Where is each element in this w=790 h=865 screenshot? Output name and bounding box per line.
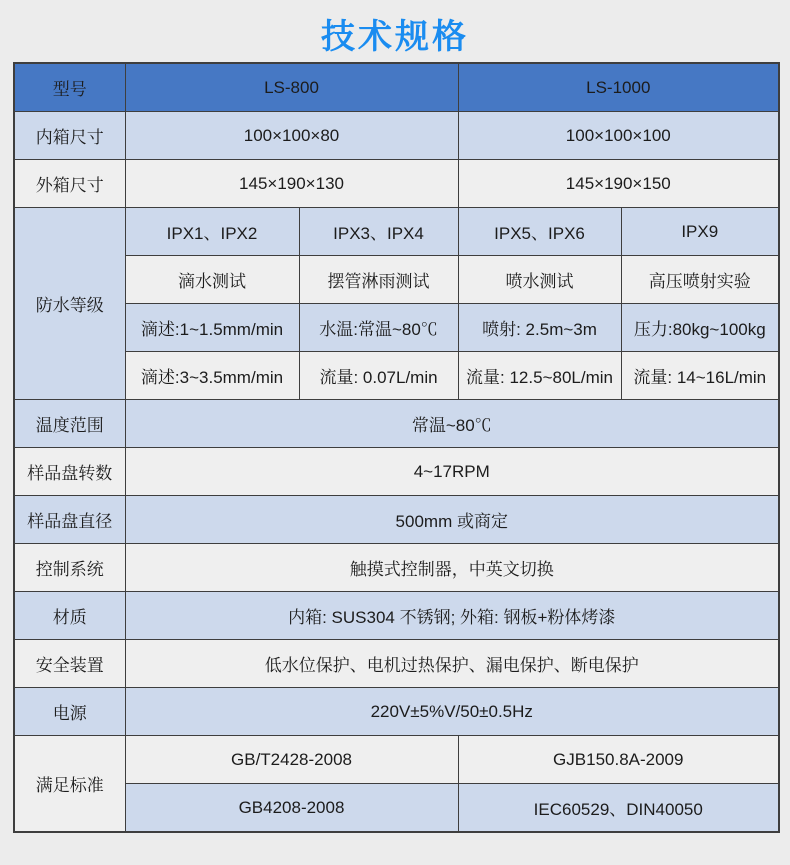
waterproof-test-cell: 高压喷射实验: [621, 256, 779, 304]
table-row-standards-1: [14, 736, 779, 784]
row-label-waterproof: 防水等级: [14, 208, 125, 400]
row-label-power: 电源: [14, 688, 125, 736]
standard-cell: GB/T2428-2008: [125, 736, 458, 784]
safety-value: 低水位保护、电机过热保护、漏电保护、断电保护: [125, 640, 779, 688]
specs-table: [13, 62, 780, 833]
table-row-temp-range: [14, 400, 779, 448]
inner-size-ls1000: 100×100×100: [458, 112, 779, 160]
row-label-safety: 安全装置: [14, 640, 125, 688]
waterproof-test-cell: 滴水测试: [125, 256, 299, 304]
waterproof-grade-cell: IPX1、IPX2: [125, 208, 299, 256]
table-row-model: [14, 63, 779, 112]
outer-size-ls1000: 145×190×150: [458, 160, 779, 208]
table-row-inner-size: [14, 112, 779, 160]
standard-cell: GB4208-2008: [125, 784, 458, 833]
standard-cell: GJB150.8A-2009: [458, 736, 779, 784]
tray-speed-value: 4~17RPM: [125, 448, 779, 496]
row-label-tray-diameter: 样品盘直径: [14, 496, 125, 544]
row-label-control-system: 控制系统: [14, 544, 125, 592]
row-label-standards: 满足标准: [14, 736, 125, 833]
waterproof-param-cell: 水温:常温~80℃: [299, 304, 458, 352]
row-label-model: 型号: [14, 63, 125, 112]
waterproof-grade-cell: IPX5、IPX6: [458, 208, 621, 256]
waterproof-param-cell: 流量: 14~16L/min: [621, 352, 779, 400]
table-row-waterproof-grades: [14, 208, 779, 256]
waterproof-param-cell: 流量: 12.5~80L/min: [458, 352, 621, 400]
power-value: 220V±5%V/50±0.5Hz: [125, 688, 779, 736]
row-label-temp-range: 温度范围: [14, 400, 125, 448]
tray-diameter-value: 500mm 或商定: [125, 496, 779, 544]
table-row-waterproof-params1: [14, 304, 779, 352]
table-row-control-system: [14, 544, 779, 592]
waterproof-test-cell: 摆管淋雨测试: [299, 256, 458, 304]
table-row-waterproof-params2: [14, 352, 779, 400]
table-row-power: [14, 688, 779, 736]
table-row-waterproof-tests: [14, 256, 779, 304]
table-row-tray-diameter: [14, 496, 779, 544]
waterproof-param-cell: 流量: 0.07L/min: [299, 352, 458, 400]
waterproof-param-cell: 压力:80kg~100kg: [621, 304, 779, 352]
model-ls800-cell: LS-800: [125, 63, 458, 112]
waterproof-param-cell: 滴述:3~3.5mm/min: [125, 352, 299, 400]
row-label-inner-size: 内箱尺寸: [14, 112, 125, 160]
waterproof-grade-cell: IPX9: [621, 208, 779, 256]
row-label-tray-speed: 样品盘转数: [14, 448, 125, 496]
outer-size-ls800: 145×190×130: [125, 160, 458, 208]
waterproof-test-cell: 喷水测试: [458, 256, 621, 304]
table-row-tray-speed: [14, 448, 779, 496]
waterproof-param-cell: 滴述:1~1.5mm/min: [125, 304, 299, 352]
temp-range-value: 常温~80℃: [125, 400, 779, 448]
table-row-outer-size: [14, 160, 779, 208]
model-ls1000-cell: LS-1000: [458, 63, 779, 112]
page-title: 技术规格: [321, 18, 469, 56]
row-label-material: 材质: [14, 592, 125, 640]
material-value: 内箱: SUS304 不锈钢; 外箱: 钢板+粉体烤漆: [125, 592, 779, 640]
table-row-material: [14, 592, 779, 640]
table-row-safety: [14, 640, 779, 688]
control-system-value: 触摸式控制器，中英文切换: [125, 544, 779, 592]
waterproof-grade-cell: IPX3、IPX4: [299, 208, 458, 256]
waterproof-param-cell: 喷射: 2.5m~3m: [458, 304, 621, 352]
standard-cell: IEC60529、DIN40050: [458, 784, 779, 833]
table-row-standards-2: [14, 784, 779, 833]
row-label-outer-size: 外箱尺寸: [14, 160, 125, 208]
inner-size-ls800: 100×100×80: [125, 112, 458, 160]
